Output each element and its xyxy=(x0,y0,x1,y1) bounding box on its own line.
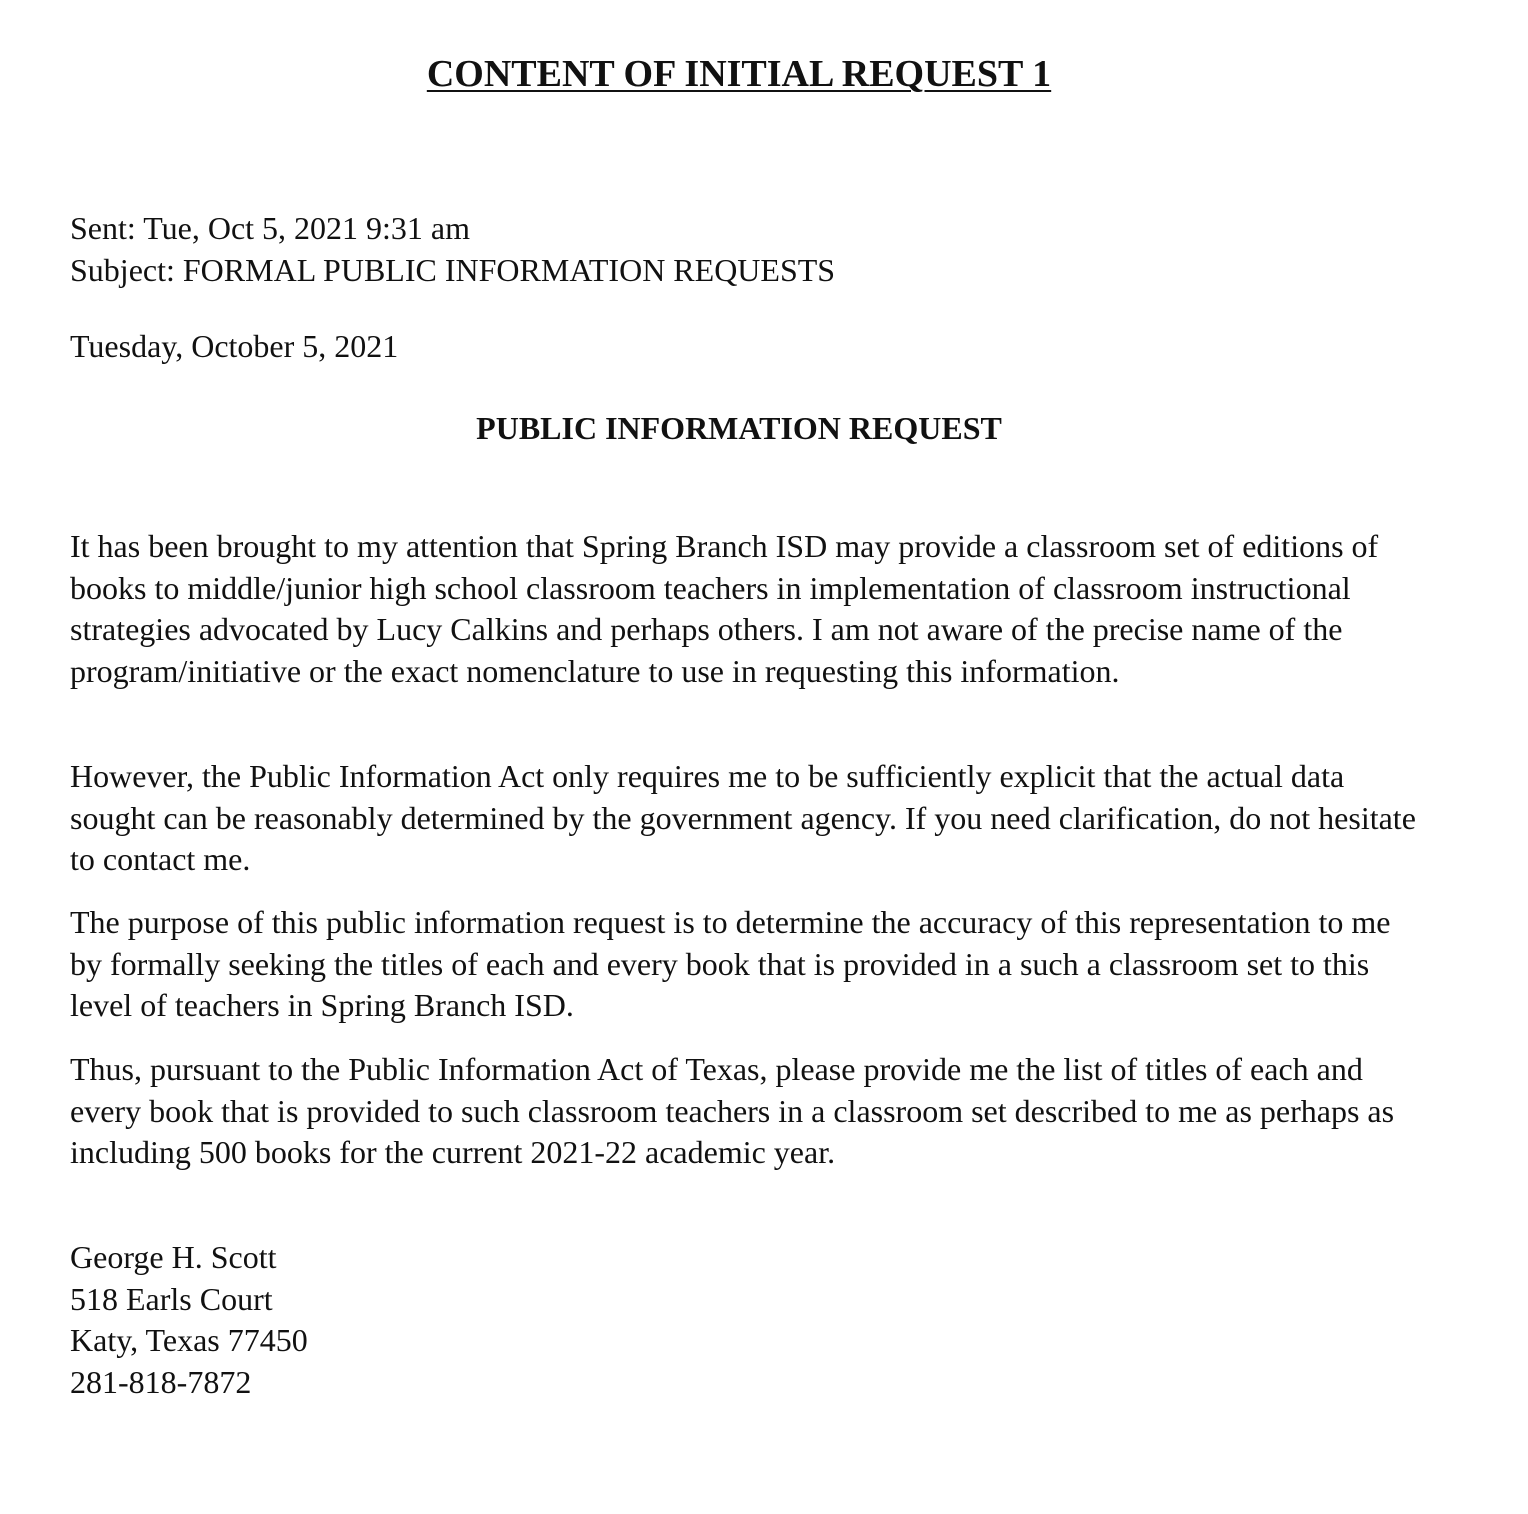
body-paragraph-2: However, the Public Information Act only requires me to be sufficiently explicit that the actual data sought can be reasonably determined by the government agency. If you need clarification, do not hesitate to contact me. xyxy=(70,758,1416,877)
signature-block xyxy=(70,1237,1420,1403)
body-paragraph-3: The purpose of this public information request is to determine the accuracy of this representation to me by formally seeking the titles of each and every book that is provided in a such a classroom set to this level of teachers in Spring Branch ISD. xyxy=(70,904,1391,1023)
signature-city-state-zip: Katy, Texas 77450 xyxy=(70,1322,308,1358)
signature-street: 518 Earls Court xyxy=(70,1280,273,1317)
signature-name: George H. Scott xyxy=(70,1239,277,1275)
body-paragraph-1: It has been brought to my attention that Spring Branch ISD may provide a classroom set of editions of books to middle/junior high school classroom teachers in implementation of classroom instructional strategies advocated by Lucy Calkins and perhaps others. I am not aware of the precise name of the program/initiative or the exact nomenclature to use in requesting this information. xyxy=(70,528,1379,689)
subject-line: Subject: FORMAL PUBLIC INFORMATION REQUESTS xyxy=(70,251,836,288)
body-paragraph-4: Thus, pursuant to the Public Information Act of Texas, please provide me the list of titles of each and every book that is provided to such classroom teachers in a classroom set described to me as perhaps as including 500 books for the current 2021-22 academic year. xyxy=(70,1051,1395,1170)
document-title-text: CONTENT OF INITIAL REQUEST 1 xyxy=(426,53,1052,95)
email-metadata xyxy=(70,208,1420,291)
document-title xyxy=(0,52,1478,96)
section-heading: PUBLIC INFORMATION REQUEST xyxy=(476,410,1002,446)
letter-date: Tuesday, October 5, 2021 xyxy=(70,328,399,364)
sent-line: Sent: Tue, Oct 5, 2021 9:31 am xyxy=(70,210,471,246)
signature-phone: 281-818-7872 xyxy=(70,1363,252,1400)
